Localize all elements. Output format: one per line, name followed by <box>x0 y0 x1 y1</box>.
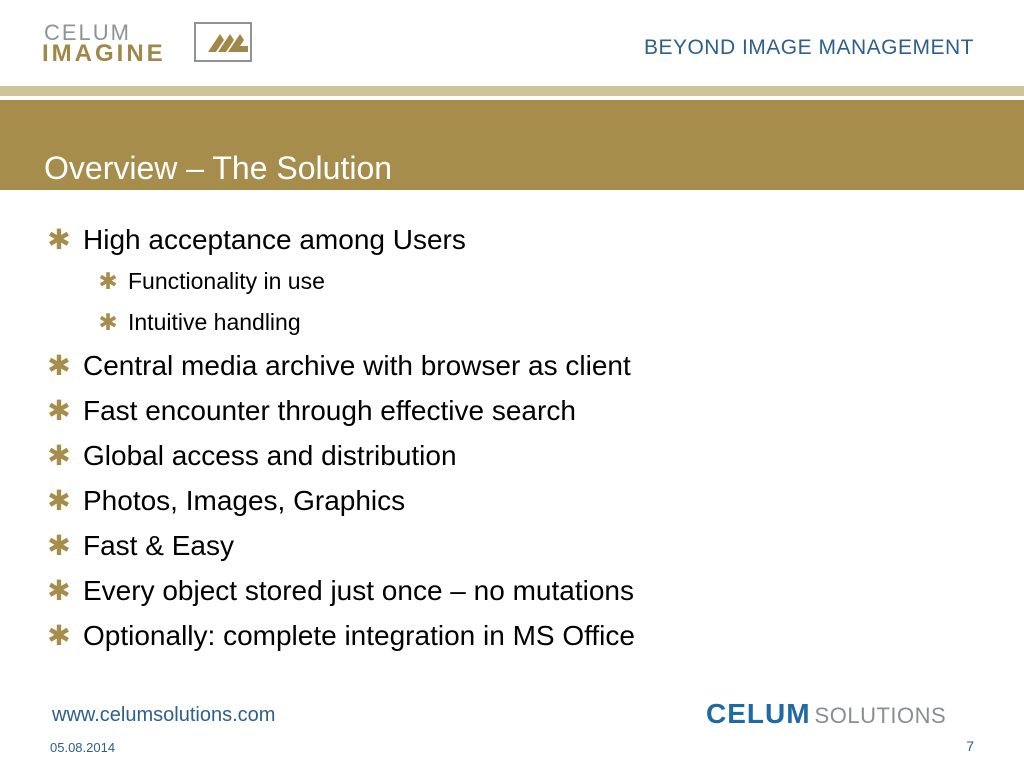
bullet-text: Central media archive with browser as client <box>83 349 631 381</box>
footer-date: 05.08.2014 <box>50 740 116 755</box>
asterisk-star-icon: ✱ <box>47 350 71 381</box>
asterisk-star-icon: ✱ <box>47 485 71 516</box>
asterisk-star-icon: ✱ <box>98 309 118 335</box>
header-divider <box>0 86 1024 96</box>
sub-bullet-item <box>96 309 301 336</box>
bullet-text: Every object stored just once – no mutations <box>83 574 634 606</box>
bullet-text: High acceptance among Users <box>83 223 466 255</box>
header-tagline: BEYOND IMAGE MANAGEMENT <box>643 36 974 59</box>
bullet-text: Intuitive handling <box>128 309 301 335</box>
asterisk-star-icon: ✱ <box>47 530 71 561</box>
footer-logo-solutions: SOLUTIONS <box>814 703 947 728</box>
asterisk-star-icon: ✱ <box>47 620 71 651</box>
celum-solutions-logo <box>706 698 946 730</box>
asterisk-star-icon: ✱ <box>47 440 71 471</box>
celum-imagine-logo <box>42 20 262 70</box>
bullet-item <box>44 223 466 256</box>
bullet-text: Optionally: complete integration in MS Office <box>83 619 635 651</box>
asterisk-star-icon: ✱ <box>47 224 71 255</box>
slide-title: Overview – The Solution <box>44 150 393 186</box>
bullet-item <box>44 394 576 427</box>
bullet-item <box>44 619 635 652</box>
footer-logo-celum: CELUM <box>706 698 811 729</box>
bullet-item <box>44 484 405 517</box>
stacked-images-icon <box>194 22 254 62</box>
bullet-item <box>44 349 631 382</box>
asterisk-star-icon: ✱ <box>47 575 71 606</box>
bullet-item <box>44 439 457 472</box>
bullet-text: Functionality in use <box>128 268 325 294</box>
bullet-text: Fast & Easy <box>83 529 234 561</box>
bullet-text: Global access and distribution <box>83 439 457 471</box>
sub-bullet-item <box>96 268 325 295</box>
footer-url-link[interactable]: www.celumsolutions.com <box>52 704 276 726</box>
logo-imagine-text: IMAGINE <box>42 40 166 67</box>
bullet-item <box>44 529 234 562</box>
page-number: 7 <box>966 738 974 754</box>
asterisk-star-icon: ✱ <box>47 395 71 426</box>
logo-celum-text: CELUM <box>44 20 132 45</box>
asterisk-star-icon: ✱ <box>98 268 118 294</box>
bullet-text: Photos, Images, Graphics <box>83 484 406 516</box>
bullet-item <box>44 574 634 607</box>
bullet-text: Fast encounter through effective search <box>83 394 576 426</box>
